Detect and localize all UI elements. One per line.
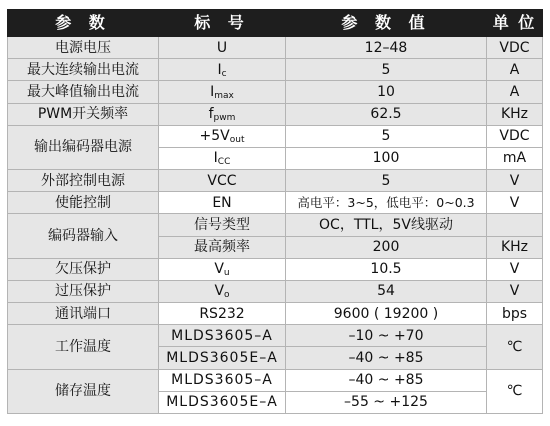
row-value: 10 [286,81,487,103]
table-row [8,303,543,325]
row-symbol: 最高频率 [159,236,286,258]
row-param: 欠压保护 [8,258,159,280]
row-unit: V [487,192,543,214]
row-symbol: MLDS3605E–A [159,347,286,369]
row-value: 10.5 [286,258,487,280]
row-symbol [159,147,286,169]
header-row [8,10,543,37]
row-param: PWM开关频率 [8,103,159,125]
table-row [8,125,543,147]
table-row [8,37,543,59]
row-value: 12–48 [286,37,487,59]
row-unit: V [487,280,543,302]
table-row [8,214,543,236]
spec-table [7,9,543,414]
row-param: 过压保护 [8,280,159,302]
row-value: 54 [286,280,487,302]
row-symbol: EN [159,192,286,214]
row-value: 5 [286,125,487,147]
row-unit: KHz [487,236,543,258]
symbol-subscript: c [221,68,227,79]
symbol-main: +5V [199,128,230,145]
header-symbol: 标 号 [159,10,286,37]
symbol-subscript: pwm [213,113,236,124]
table-header [8,10,543,37]
symbol-main: I [217,61,222,78]
row-unit: KHz [487,103,543,125]
row-value: 高电平：3~5，低电平：0~0.3 [286,192,487,214]
row-value: –40 ~ +85 [286,347,487,369]
symbol-main: I [213,150,218,167]
header-unit: 单 位 [487,10,543,37]
row-symbol: MLDS3605E–A [159,391,286,413]
row-param: 工作温度 [8,325,159,369]
row-symbol: MLDS3605–A [159,325,286,347]
row-symbol: U [159,37,286,59]
row-unit: VDC [487,37,543,59]
row-symbol: 信号类型 [159,214,286,236]
table-row [8,325,543,347]
row-symbol [159,103,286,125]
symbol-main: I [210,83,215,100]
row-unit: ℃ [487,325,543,369]
row-unit: A [487,81,543,103]
header-value: 参 数 值 [286,10,487,37]
row-param: 输出编码器电源 [8,125,159,169]
row-symbol: MLDS3605–A [159,369,286,391]
row-value: 62.5 [286,103,487,125]
table-row [8,81,543,103]
table-row [8,170,543,192]
row-value: –55 ~ +125 [286,391,487,413]
symbol-main: f [208,106,214,123]
row-unit: bps [487,303,543,325]
row-symbol: RS232 [159,303,286,325]
symbol-main: V [214,261,224,278]
row-param: 最大峰值输出电流 [8,81,159,103]
row-unit: A [487,59,543,81]
table-row [8,192,543,214]
header-param: 参 数 [8,10,159,37]
symbol-subscript: max [214,90,234,101]
row-symbol [159,59,286,81]
table-row [8,280,543,302]
row-value: 9600 ( 19200 ) [286,303,487,325]
symbol-subscript: o [224,290,230,301]
symbol-main: V [214,283,225,300]
row-unit: ℃ [487,369,543,413]
row-param: 电源电压 [8,37,159,59]
row-value: 200 [286,236,487,258]
row-value: 5 [286,59,487,81]
row-value: 5 [286,170,487,192]
row-symbol [159,258,286,280]
row-unit: mA [487,147,543,169]
table-row [8,59,543,81]
symbol-subscript: u [223,268,230,279]
row-value: –40 ~ +85 [286,369,487,391]
symbol-subscript: out [229,135,245,146]
symbol-subscript: CC [217,157,231,168]
row-symbol: VCC [159,170,286,192]
row-param: 编码器输入 [8,214,159,258]
row-value: –10 ~ +70 [286,325,487,347]
table-row [8,369,543,391]
row-symbol [159,125,286,147]
row-param: 外部控制电源 [8,170,159,192]
row-param: 储存温度 [8,369,159,413]
row-param: 使能控制 [8,192,159,214]
row-symbol [159,81,286,103]
row-value: 100 [286,147,487,169]
row-symbol [159,280,286,302]
row-unit [487,214,543,236]
row-param: 最大连续输出电流 [8,59,159,81]
row-unit: VDC [487,125,543,147]
row-unit: V [487,258,543,280]
table-row [8,103,543,125]
row-param: 通讯端口 [8,303,159,325]
row-value: OC，TTL，5V线驱动 [286,214,487,236]
row-unit: V [487,170,543,192]
table-row [8,258,543,280]
